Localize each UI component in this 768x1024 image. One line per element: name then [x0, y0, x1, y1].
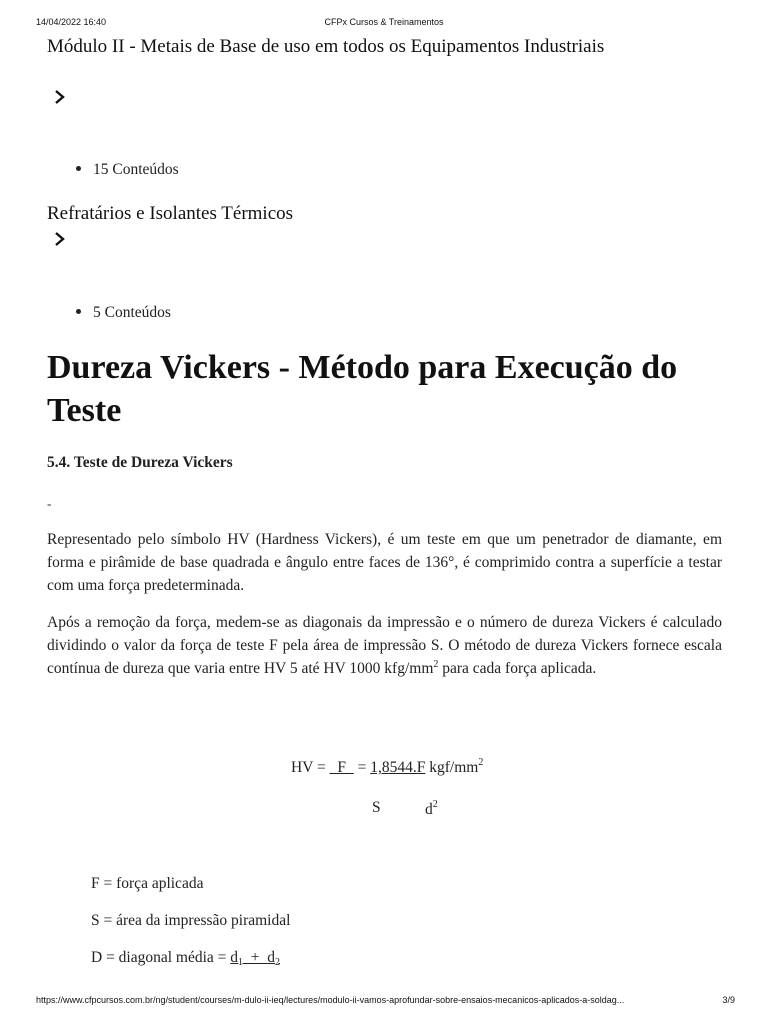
- section-title: 5.4. Teste de Dureza Vickers: [47, 454, 233, 471]
- definition-diagonal: D = diagonal média = $d_1 + d_2$: [91, 949, 281, 968]
- module-content-count: [76, 161, 179, 179]
- separator-text: -: [47, 496, 52, 511]
- print-footer: [0, 995, 768, 1007]
- lesson-heading: Dureza Vickers - Método para Execução do Teste: [47, 349, 678, 429]
- content-count-label: 5 Conteúdos: [93, 304, 171, 321]
- formula-denominator-d: $d^2$: [425, 799, 438, 818]
- print-page-title: CFPx Cursos & Treinamentos: [324, 17, 444, 27]
- hv-formula: HV = F = 1,8544.F kgf/$mm^2$: [291, 757, 484, 776]
- page-url: https://www.cfpcursos.com.br/ng/student/courses/m-dulo-ii-ieq/lectures/modulo-ii-vamos-aprofundar-sobre-ensaios-mecanicos-aplicados-a-soldag...: [36, 995, 625, 1005]
- formula-denominator-s: S: [372, 799, 381, 816]
- print-header: [0, 17, 768, 29]
- bullet-icon: [76, 309, 81, 314]
- bullet-icon: [76, 166, 81, 171]
- paragraph-definition: Representado pelo símbolo HV (Hardness Vickers), é um teste em que um penetrador de diamante, em forma e pirâmide de base quadrada e ângulo entre faces de 136°, é comprimido contra a superfície a testar com uma força predeterminada.: [47, 531, 722, 594]
- definition-area: S = área da impressão piramidal: [91, 912, 291, 929]
- module-content-count: [76, 304, 171, 322]
- page-number: 3/9: [722, 995, 735, 1005]
- chevron-right-icon[interactable]: [53, 89, 67, 105]
- chevron-right-icon[interactable]: [53, 231, 67, 247]
- module-title[interactable]: Módulo II - Metais de Base de uso em todos os Equipamentos Industriais: [47, 36, 605, 57]
- module-title[interactable]: Refratários e Isolantes Térmicos: [47, 203, 294, 224]
- definition-force: F = força aplicada: [91, 875, 204, 892]
- paragraph-method: Após a remoção da força, medem-se as diagonais da impressão e o número de dureza Vickers é calculado dividindo o valor da força de teste F pela área de impressão S. O método de dureza Vickers fornece escala contínua de dureza que varia entre HV 5 até HV 1000 kfg/$mm^2$ para cada força aplicada.: [47, 614, 722, 677]
- print-datetime: 14/04/2022 16:40: [36, 17, 107, 27]
- content-count-label: 15 Conteúdos: [93, 161, 179, 178]
